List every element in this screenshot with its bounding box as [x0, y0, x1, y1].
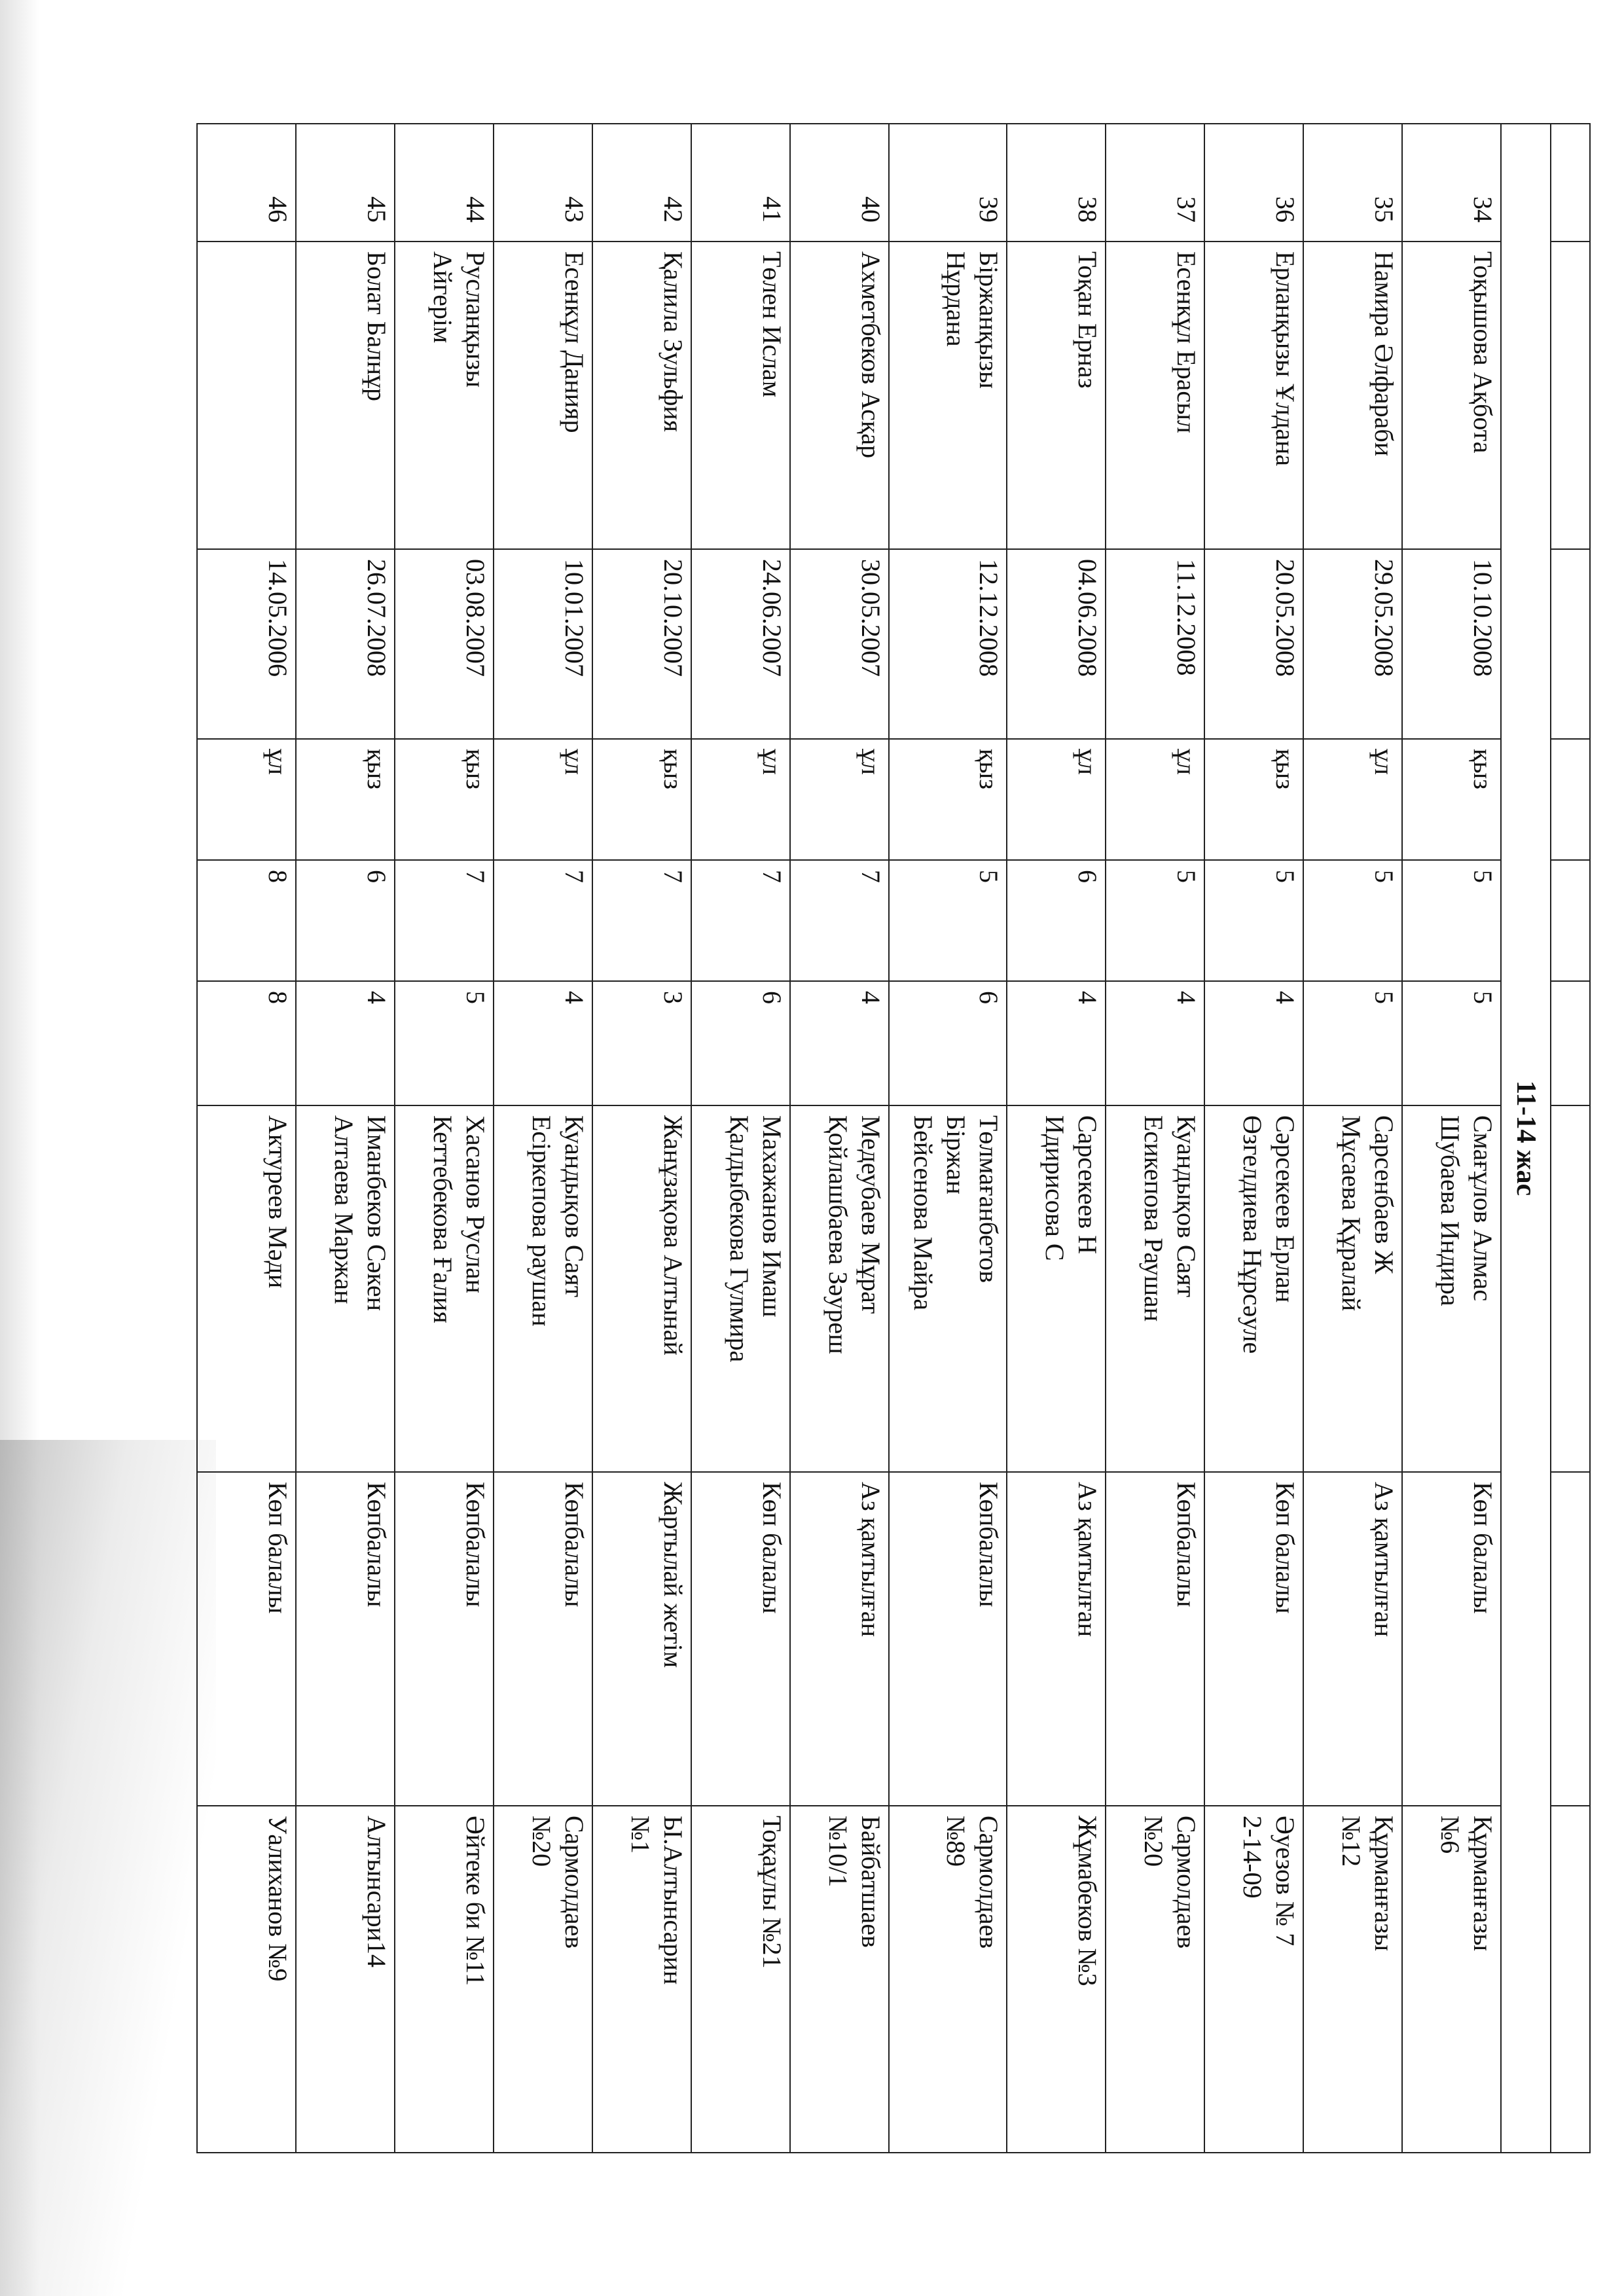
count-b-cell: 6 — [889, 981, 1007, 1105]
school-cell: Сармолдаев №20 — [494, 1806, 592, 2153]
birth-date-cell: 14.05.2006 — [197, 549, 296, 739]
table-row — [494, 124, 592, 2153]
birth-date-cell: 10.01.2007 — [494, 549, 592, 739]
child-name-cell: Қалила Зульфия — [592, 242, 691, 549]
child-name-cell: Есенкұл Данияр — [494, 242, 592, 549]
row-number-cell: 39 — [889, 124, 1007, 242]
child-name-cell: Русланқызы Айгерім — [395, 242, 494, 549]
count-a-cell: 7 — [494, 860, 592, 981]
birth-date-cell: 29.05.2008 — [1303, 549, 1402, 739]
family-status-cell: Көпбалалы — [889, 1472, 1007, 1806]
family-status-cell: Көпбалалы — [494, 1472, 592, 1806]
gender-cell: ұл — [494, 739, 592, 860]
table-row — [1007, 124, 1106, 2153]
parents-names-cell: Хасанов Руслан Кеттебекова Ғалия — [395, 1105, 494, 1472]
rotated-table-container — [196, 123, 1591, 2152]
family-status-cell: Жартылай жетім — [592, 1472, 691, 1806]
family-status-cell: Аз қамтылған — [1007, 1472, 1106, 1806]
school-cell: Тоқаұлы №21 — [691, 1806, 790, 2153]
row-number-cell: 36 — [1204, 124, 1303, 242]
child-name-cell: Болат Балнұр — [296, 242, 395, 549]
table-row — [889, 124, 1007, 2153]
count-a-cell: 6 — [1007, 860, 1106, 981]
row-number-cell: 38 — [1007, 124, 1106, 242]
family-status-cell: Аз қамтылған — [1303, 1472, 1402, 1806]
count-a-cell: 7 — [790, 860, 889, 981]
section-header-row — [1501, 124, 1551, 2153]
school-cell: Сармолдаев №89 — [889, 1806, 1007, 2153]
family-status-cell: Көп балалы — [197, 1472, 296, 1806]
parents-names-cell: Сәрсекеев Ерлан Өзгелдиева Нұрсәуле — [1204, 1105, 1303, 1472]
school-cell: Құрманғазы №6 — [1402, 1806, 1501, 2153]
school-cell: Құрманғазы №12 — [1303, 1806, 1402, 2153]
count-b-cell: 4 — [1007, 981, 1106, 1105]
birth-date-cell: 11.12.2008 — [1106, 549, 1204, 739]
family-status-cell: Көпбалалы — [296, 1472, 395, 1806]
child-name-cell: Ахметбеков Асқар — [790, 242, 889, 549]
parents-names-cell: Төлмағанбетов Біржан Бейсенова Майра — [889, 1105, 1007, 1472]
count-b-cell: 4 — [494, 981, 592, 1105]
family-status-cell: Көпбалалы — [395, 1472, 494, 1806]
family-status-cell: Көп балалы — [1204, 1472, 1303, 1806]
row-number-cell: 41 — [691, 124, 790, 242]
school-cell: Ы.Алтынсарин №1 — [592, 1806, 691, 2153]
family-status-cell: Көп балалы — [691, 1472, 790, 1806]
parents-names-cell: Жанұзақова Алтынай — [592, 1105, 691, 1472]
row-number-cell: 35 — [1303, 124, 1402, 242]
birth-date-cell: 12.12.2008 — [889, 549, 1007, 739]
child-name-cell: Біржанқызы Нұрдана — [889, 242, 1007, 549]
count-b-cell: 4 — [790, 981, 889, 1105]
gender-cell: қыз — [395, 739, 494, 860]
gender-cell: ұл — [1106, 739, 1204, 860]
parents-names-cell: Махажанов Имаш Қалдыбекова Гулмира — [691, 1105, 790, 1472]
birth-date-cell: 24.06.2007 — [691, 549, 790, 739]
count-a-cell: 5 — [889, 860, 1007, 981]
table-row — [1303, 124, 1402, 2153]
birth-date-cell: 20.05.2008 — [1204, 549, 1303, 739]
child-name-cell: Тоқышова Ақбота — [1402, 242, 1501, 549]
blank-top-row — [1551, 124, 1590, 2153]
table-row — [395, 124, 494, 2153]
family-status-cell: Көпбалалы — [1106, 1472, 1204, 1806]
count-b-cell: 4 — [1204, 981, 1303, 1105]
school-cell: Әуезов № 7 2-14-09 — [1204, 1806, 1303, 2153]
gender-cell: қыз — [592, 739, 691, 860]
birth-date-cell: 26.07.2008 — [296, 549, 395, 739]
family-status-cell: Көп балалы — [1402, 1472, 1501, 1806]
child-name-cell — [197, 242, 296, 549]
table-row — [1402, 124, 1501, 2153]
row-number-cell: 46 — [197, 124, 296, 242]
school-cell: Әйтеке би №11 — [395, 1806, 494, 2153]
school-cell: Уалиханов №9 — [197, 1806, 296, 2153]
count-b-cell: 5 — [1303, 981, 1402, 1105]
parents-names-cell: Сарсекеев Н Идирисова С — [1007, 1105, 1106, 1472]
row-number-cell: 40 — [790, 124, 889, 242]
gender-cell: қыз — [296, 739, 395, 860]
parents-names-cell: Медеубаев Мұрат Қойлашбаева Зәуреш — [790, 1105, 889, 1472]
gender-cell: ұл — [197, 739, 296, 860]
table-row — [691, 124, 790, 2153]
count-b-cell: 4 — [296, 981, 395, 1105]
gender-cell: ұл — [1007, 739, 1106, 860]
row-number-cell: 45 — [296, 124, 395, 242]
table-row — [197, 124, 296, 2153]
table-row — [790, 124, 889, 2153]
gender-cell: қыз — [1402, 739, 1501, 860]
row-number-cell: 43 — [494, 124, 592, 242]
gender-cell: ұл — [691, 739, 790, 860]
count-b-cell: 3 — [592, 981, 691, 1105]
school-cell: Алтынсари14 — [296, 1806, 395, 2153]
count-a-cell: 6 — [296, 860, 395, 981]
birth-date-cell: 03.08.2007 — [395, 549, 494, 739]
count-a-cell: 7 — [395, 860, 494, 981]
child-name-cell: Тоқан Ерназ — [1007, 242, 1106, 549]
count-a-cell: 8 — [197, 860, 296, 981]
count-a-cell: 7 — [691, 860, 790, 981]
school-cell: Сармолдаев №20 — [1106, 1806, 1204, 2153]
birth-date-cell: 30.05.2007 — [790, 549, 889, 739]
count-a-cell: 7 — [592, 860, 691, 981]
section-title: 11-14 жас — [1501, 124, 1551, 2153]
count-b-cell: 4 — [1106, 981, 1204, 1105]
parents-names-cell: Актуреев Мәди — [197, 1105, 296, 1472]
table-row — [1204, 124, 1303, 2153]
gender-cell: қыз — [889, 739, 1007, 860]
scan-corner-shadow — [0, 1440, 216, 2296]
child-name-cell: Ерланқызы Ұлдана — [1204, 242, 1303, 549]
count-a-cell: 5 — [1204, 860, 1303, 981]
birth-date-cell: 20.10.2007 — [592, 549, 691, 739]
child-name-cell: Есенкұл Ерасыл — [1106, 242, 1204, 549]
count-a-cell: 5 — [1106, 860, 1204, 981]
birth-date-cell: 10.10.2008 — [1402, 549, 1501, 739]
gender-cell: ұл — [790, 739, 889, 860]
count-a-cell: 5 — [1402, 860, 1501, 981]
child-name-cell: Намира Әлфараби — [1303, 242, 1402, 549]
table-row — [592, 124, 691, 2153]
birth-date-cell: 04.06.2008 — [1007, 549, 1106, 739]
parents-names-cell: Смағұлов Алмас Шубаева Индира — [1402, 1105, 1501, 1472]
count-b-cell: 5 — [395, 981, 494, 1105]
child-name-cell: Төлен Ислам — [691, 242, 790, 549]
school-cell: Байбатшаев №10/1 — [790, 1806, 889, 2153]
count-b-cell: 5 — [1402, 981, 1501, 1105]
gender-cell: ұл — [1303, 739, 1402, 860]
count-b-cell: 6 — [691, 981, 790, 1105]
row-number-cell: 42 — [592, 124, 691, 242]
children-table — [196, 123, 1591, 2153]
row-number-cell: 44 — [395, 124, 494, 242]
parents-names-cell: Иманбеков Сәкен Алтаева Маржан — [296, 1105, 395, 1472]
parents-names-cell: Сарсенбаев Ж Мұсаева Құралай — [1303, 1105, 1402, 1472]
gender-cell: қыз — [1204, 739, 1303, 860]
count-a-cell: 5 — [1303, 860, 1402, 981]
table-row — [1106, 124, 1204, 2153]
row-number-cell: 37 — [1106, 124, 1204, 242]
row-number-cell: 34 — [1402, 124, 1501, 242]
school-cell: Жұмабеков №3 — [1007, 1806, 1106, 2153]
parents-names-cell: Куандықов Саят Есикепова Раушан — [1106, 1105, 1204, 1472]
count-b-cell: 8 — [197, 981, 296, 1105]
table-row — [296, 124, 395, 2153]
parents-names-cell: Куандықов Саят Есіркепова раушан — [494, 1105, 592, 1472]
family-status-cell: Аз қамтылған — [790, 1472, 889, 1806]
